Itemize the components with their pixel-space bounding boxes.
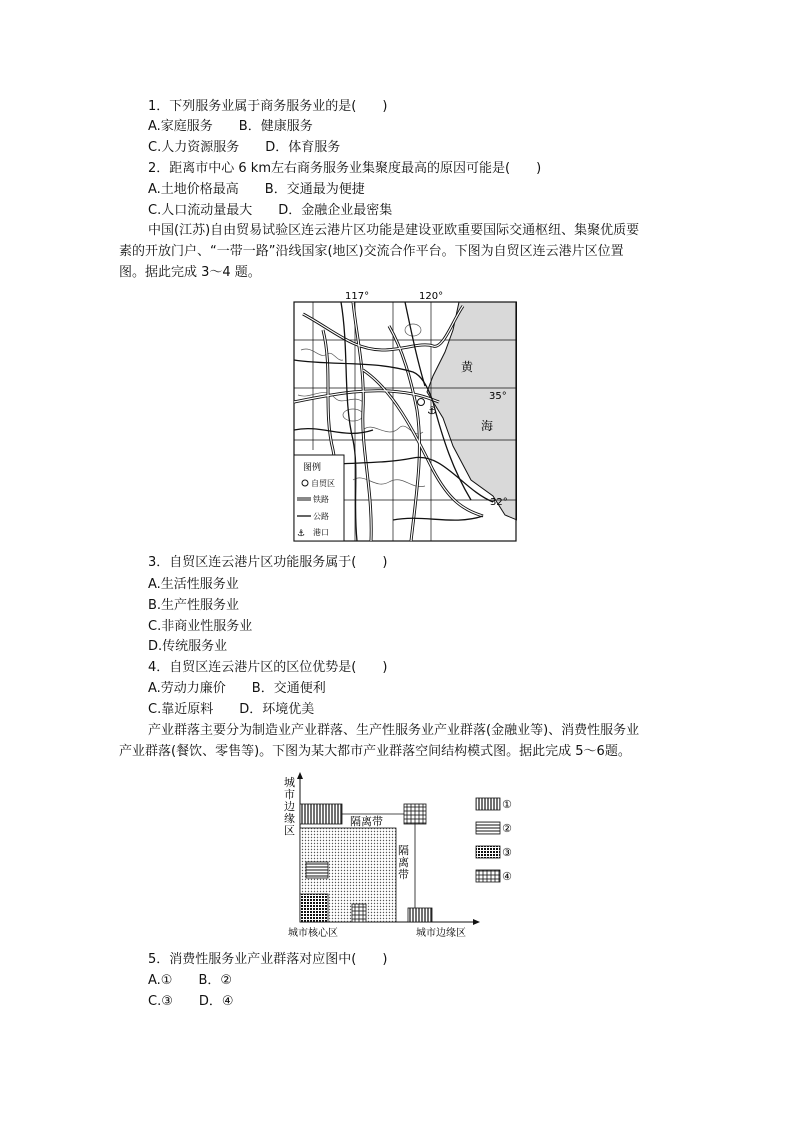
legend-rail-label: 铁路 bbox=[313, 495, 329, 504]
lon-117-label: 117° bbox=[345, 291, 370, 302]
legend-ftz-icon bbox=[302, 480, 308, 486]
q5-options-ab: A.① B．② bbox=[148, 973, 233, 988]
passage1-line2: 素的开放门户、“一带一路”沿线国家(地区)交流合作平台。下图为自贸区连云港片区位置 bbox=[119, 244, 624, 259]
port-anchor-icon: ⚓ bbox=[427, 404, 437, 417]
y-axis-arrow bbox=[297, 772, 303, 779]
legend-swatch-4 bbox=[476, 870, 500, 882]
sea-label-hai: 海 bbox=[481, 419, 494, 433]
lat-32-label: 32° bbox=[490, 497, 508, 508]
legend-port-icon: ⚓ bbox=[297, 529, 306, 539]
edge-block-4-top bbox=[404, 804, 426, 824]
x-axis-left-label: 城市核心区 bbox=[288, 928, 338, 939]
q2-options-cd: C.人口流动量最大 D．金融企业最密集 bbox=[148, 203, 393, 218]
q4-stem: 4．自贸区连云港片区的区位优势是( ) bbox=[148, 660, 388, 675]
q5-options-cd: C.③ D．④ bbox=[148, 994, 234, 1009]
passage2-line1: 产业群落主要分为制造业产业群落、生产性服务业产业群落(金融业等)、消费性服务业 bbox=[148, 723, 640, 738]
q3-option-c: C.非商业性服务业 bbox=[148, 619, 253, 634]
diagram-svg bbox=[262, 770, 542, 942]
lat-35-label: 35° bbox=[489, 391, 507, 402]
industry-cluster-diagram bbox=[262, 770, 542, 942]
q2-options-ab: A.土地价格最高 B．交通最为便捷 bbox=[148, 182, 365, 197]
lon-120-label: 120° bbox=[419, 291, 444, 302]
legend-road-label: 公路 bbox=[313, 512, 329, 521]
legend-ftz-label: 自贸区 bbox=[311, 479, 335, 488]
q1-options-cd: C.人力资源服务 D．体育服务 bbox=[148, 140, 341, 155]
q2-stem: 2．距离市中心 6 km左右商务服务业集聚度最高的原因可能是( ) bbox=[148, 161, 542, 176]
legend-title: 图例 bbox=[303, 463, 322, 473]
edge-block-1-top bbox=[300, 804, 342, 824]
legend-swatch-2 bbox=[476, 822, 500, 834]
y-axis-label: 城市边缘区 bbox=[284, 776, 295, 837]
q1-options-ab: A.家庭服务 B．健康服务 bbox=[148, 119, 313, 134]
legend-swatch-1 bbox=[476, 798, 500, 810]
yellow-sea-area bbox=[427, 302, 517, 520]
map-svg bbox=[293, 290, 517, 542]
ftz-marker bbox=[418, 399, 425, 406]
buffer-label-right: 隔离带 bbox=[398, 844, 409, 881]
core-block-2 bbox=[306, 862, 328, 878]
legend-label-4: ④ bbox=[502, 870, 512, 883]
legend-label-2: ② bbox=[502, 822, 512, 835]
q5-stem: 5．消费性服务业产业群落对应图中( ) bbox=[148, 952, 388, 967]
map-legend bbox=[294, 455, 344, 541]
sea-label-huang: 黄 bbox=[461, 360, 474, 374]
q3-option-d: D.传统服务业 bbox=[148, 639, 228, 654]
q4-options-cd: C.靠近原料 D．环境优美 bbox=[148, 702, 315, 717]
passage2-line2: 产业群落(餐饮、零售等)。下图为某大都市产业群落空间结构模式图。据此完成 5～6题。 bbox=[119, 744, 631, 759]
legend-swatch-3 bbox=[476, 846, 500, 858]
legend-label-3: ③ bbox=[502, 846, 512, 859]
legend-port-label: 港口 bbox=[313, 528, 329, 537]
q3-stem: 3．自贸区连云港片区功能服务属于( ) bbox=[148, 555, 388, 570]
x-axis-right-label: 城市边缘区 bbox=[416, 928, 466, 939]
edge-block-1-right bbox=[408, 908, 432, 922]
x-axis-arrow bbox=[473, 919, 480, 925]
lianyungang-location-map bbox=[293, 290, 517, 542]
core-block-4 bbox=[352, 904, 366, 922]
passage1-line3: 图。据此完成 3～4 题。 bbox=[119, 265, 261, 280]
legend-label-1: ① bbox=[502, 798, 512, 811]
q3-option-b: B.生产性服务业 bbox=[148, 598, 240, 613]
diagram-legend bbox=[476, 798, 512, 883]
q4-options-ab: A.劳动力廉价 B．交通便利 bbox=[148, 681, 326, 696]
core-block-3 bbox=[300, 894, 328, 922]
q1-stem: 1．下列服务业属于商务服务业的是( ) bbox=[148, 99, 388, 114]
buffer-label-top: 隔离带 bbox=[350, 815, 383, 828]
q3-option-a: A.生活性服务业 bbox=[148, 577, 239, 592]
passage1-line1: 中国(江苏)自由贸易试验区连云港片区功能是建设亚欧重要国际交通枢纽、集聚优质要 bbox=[148, 223, 640, 238]
